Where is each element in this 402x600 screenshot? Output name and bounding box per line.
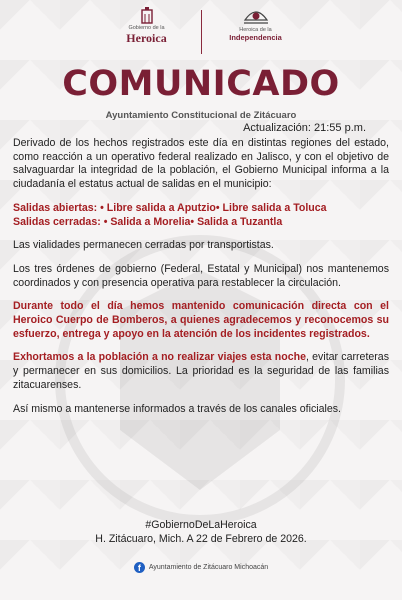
header-logos bbox=[0, 6, 402, 58]
communique-body bbox=[13, 137, 389, 426]
logo-left-small-text: Gobierno de la bbox=[128, 25, 165, 31]
logo-left-big-text: Heroica bbox=[126, 30, 167, 45]
facebook-page-name: Ayuntamiento de Zitácuaro Michoacán bbox=[148, 564, 269, 571]
building-icon bbox=[139, 6, 155, 24]
page-subtitle: Ayuntamiento Constitucional de Zitácuaro bbox=[105, 110, 297, 121]
open-exits: Salidas abiertas: • Libre salida a Aputzio• Libre salida a Toluca bbox=[13, 201, 327, 214]
coordination-paragraph: Los tres órdenes de gobierno (Federal, Estatal y Municipal) nos mantenemos coordinados y con presencia operativa para restablecer la circulación. bbox=[13, 262, 389, 289]
exits-block bbox=[13, 202, 389, 229]
logo-heroica-independencia bbox=[216, 6, 296, 42]
logo-right-big-text: Independencia bbox=[229, 32, 282, 42]
update-time: Actualización: 21:55 p.m. bbox=[243, 122, 366, 134]
informed-paragraph: Así mismo a mantenerse informados a través de los canales oficiales. bbox=[13, 402, 341, 415]
logo-right-small-text: Heroica de la bbox=[239, 27, 272, 33]
exhort-paragraph bbox=[13, 351, 389, 392]
intro-paragraph: Derivado de los hechos registrados este día en distintas regiones del estado, como reacción a un operativo federal realizado en Jalisco, y con el objetivo de salvaguardar la integridad de la población, el Gobierno Municipal informa a la ciudadanía el estatus actual de salidas en el municipio: bbox=[13, 137, 389, 191]
coat-of-arms-icon bbox=[241, 6, 271, 26]
facebook-icon: f bbox=[134, 562, 145, 573]
closed-exits: Salidas cerradas: • Salida a Morelia• Salida a Tuzantla bbox=[13, 215, 283, 228]
facebook-link[interactable] bbox=[0, 562, 402, 573]
exhort-bold: Exhortamos a la población a no realizar viajes esta noche bbox=[13, 351, 306, 364]
logo-divider bbox=[201, 10, 202, 54]
exhort-rest: , evitar carreteras y permanecer en sus domicilios. La prioridad es la seguridad de las familias zitacuarenses. bbox=[13, 351, 389, 391]
hashtag: #GobiernoDeLaHeroica bbox=[145, 519, 257, 531]
page-title: COMUNICADO bbox=[62, 64, 340, 104]
roads-paragraph: Las vialidades permanecen cerradas por transportistas. bbox=[13, 239, 274, 252]
location-date: H. Zitácuaro, Mich. A 22 de Febrero de 2026. bbox=[95, 533, 307, 545]
logo-gobierno-heroica bbox=[107, 6, 187, 45]
firefighters-paragraph: Durante todo el día hemos mantenido comunicación directa con el Heroico Cuerpo de Bomberos, a quienes agradecemos y reconocemos su esfuerzo, entrega y apoyo en la atención de los incidentes registrados. bbox=[13, 300, 389, 340]
